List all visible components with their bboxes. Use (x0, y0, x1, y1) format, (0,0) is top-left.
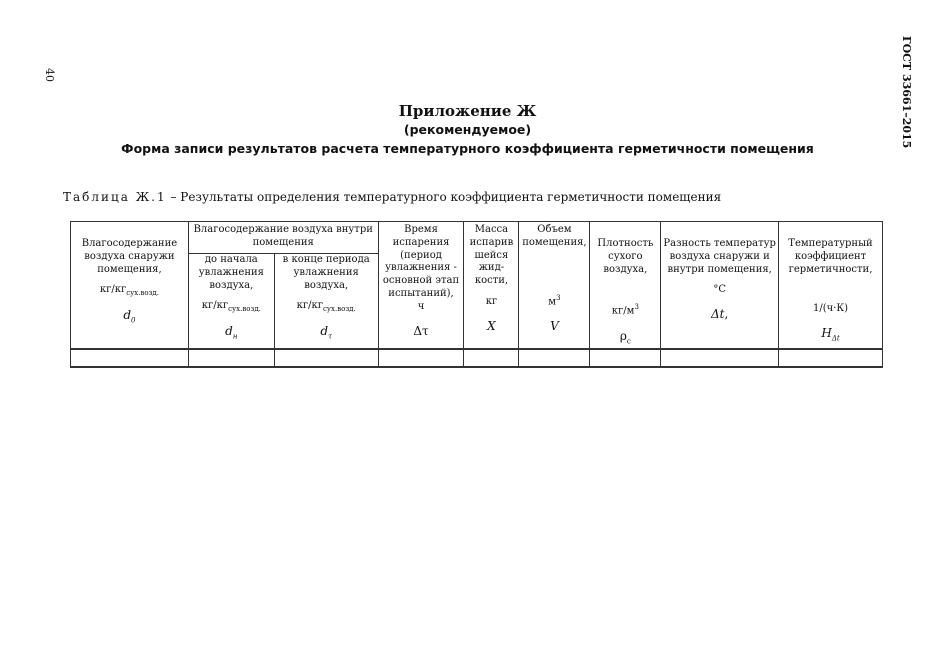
table-row (71, 349, 883, 367)
table-cell (590, 349, 661, 367)
col-unit: $кг/кг_{сух.возд.}$ (201, 300, 261, 314)
table-caption-label: Таблица Ж.1 (63, 190, 167, 204)
col-name: Разность температур воздуха снаружи и внутри помещения, (663, 238, 776, 275)
col-evaporation-time (378, 222, 464, 349)
table-caption (63, 190, 721, 204)
table-header-row (71, 222, 883, 254)
col-symbol: Δτ (413, 323, 429, 338)
col-symbol: $d_н$ (225, 324, 238, 341)
standard-code: ГОСТ 33661–2015 (900, 36, 913, 149)
col-inside-start (188, 253, 274, 348)
col-symbol: $d_0$ (123, 308, 136, 325)
table-cell (378, 349, 464, 367)
col-group-name: Влагосодержание воздуха внутри помещения (193, 224, 373, 248)
col-unit: °C (713, 284, 726, 296)
col-inside-end (274, 253, 378, 348)
col-symbol: $d_\tau$ (320, 324, 332, 341)
table-cell (71, 349, 189, 367)
col-name: Объем помещения, (522, 224, 587, 248)
col-symbol: X (487, 318, 496, 333)
col-room-volume (519, 222, 590, 349)
table-caption-text: – Результаты определения температурного коэффициента герметичности помещения (166, 190, 722, 204)
appendix-title: Приложение Ж (398, 102, 537, 120)
col-group-inside-moisture (188, 222, 378, 254)
col-tightness-coefficient (779, 222, 883, 349)
col-unit: $кг/кг_{сух.возд.}$ (99, 284, 159, 298)
col-symbol: Δt, (711, 307, 729, 322)
table-cell (779, 349, 883, 367)
table-cell (188, 349, 274, 367)
col-name: Время испарения (период увлажнения - основной этап испытаний), (382, 224, 460, 299)
page-number: 40 (43, 68, 56, 82)
col-outside-moisture (71, 222, 189, 349)
col-name: Температурный коэффициент герметичности, (788, 238, 873, 275)
table-cell (519, 349, 590, 367)
table-cell (464, 349, 519, 367)
col-unit: $кг/кг_{сух.возд.}$ (296, 300, 356, 314)
results-table (70, 221, 883, 368)
col-unit: $кг/м^3$ (611, 303, 639, 317)
col-unit: 1/(ч·К) (812, 303, 849, 315)
appendix-status: (рекомендуемое) (403, 122, 532, 137)
col-unit: ч (417, 300, 425, 312)
col-name: Плотность сухого воздуха, (597, 238, 654, 275)
col-evaporated-mass (464, 222, 519, 349)
col-symbol: $H_{\Delta t}$ (821, 326, 840, 343)
table-cell (661, 349, 779, 367)
col-unit: $м^3$ (548, 293, 561, 307)
col-symbol: V (550, 318, 559, 333)
col-name: Масса испарив шейся жид-кости, (469, 224, 514, 287)
col-symbol: $\rho_c$ (619, 328, 631, 345)
col-name: Влагосодержание воздуха снаружи помещения, (81, 238, 178, 275)
form-title: Форма записи результатов расчета температурного коэффициента герметичности помещения (121, 141, 814, 156)
col-name: до начала увлажнения воздуха, (198, 253, 264, 291)
col-unit: кг (485, 295, 498, 307)
col-name: в конце периода увлажнения воздуха, (282, 253, 370, 291)
col-dry-air-density (590, 222, 661, 349)
col-temp-difference (661, 222, 779, 349)
table-cell (274, 349, 378, 367)
